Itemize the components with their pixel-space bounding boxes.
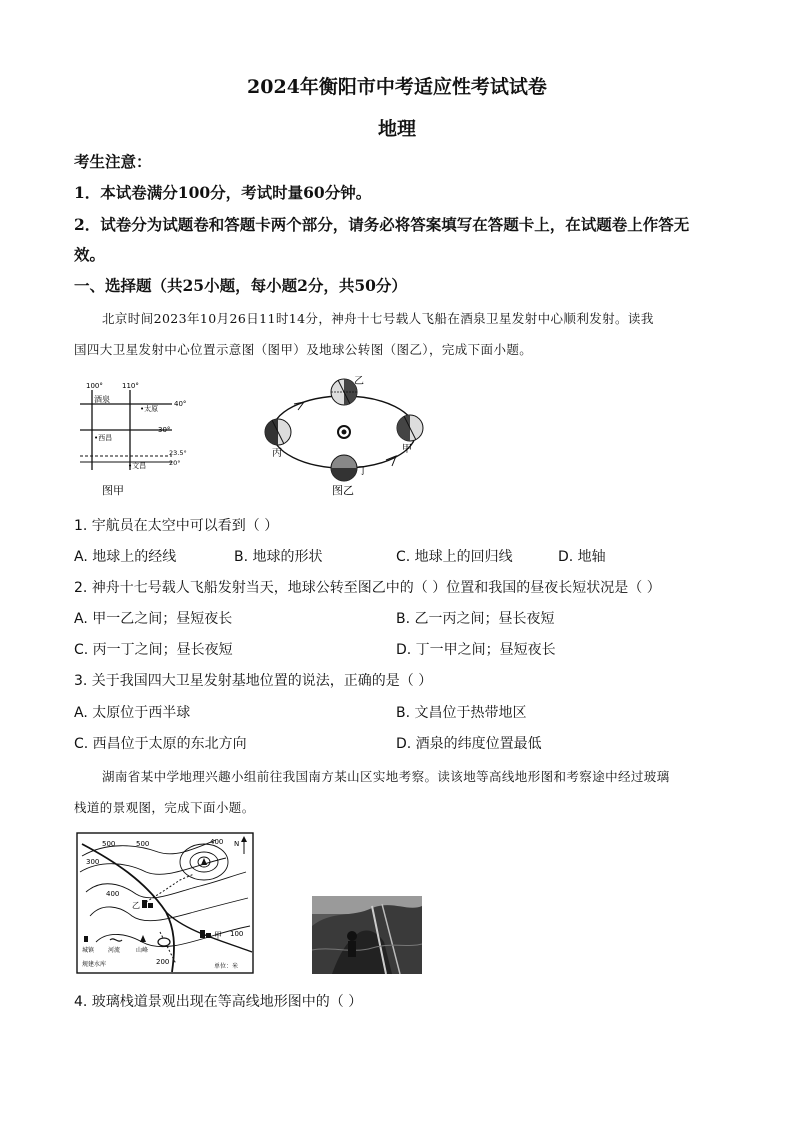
- earth-ding: [331, 455, 357, 481]
- unit-label: 单位：米: [214, 963, 239, 970]
- lat-23-label: 23.5°: [169, 449, 187, 457]
- notice-item-2-line-2: 效。: [74, 245, 106, 264]
- contour-map: [76, 832, 254, 974]
- xichang-label: •西昌: [94, 434, 113, 442]
- figure-yi-caption: 图乙: [332, 484, 354, 497]
- legend-river: 河流: [108, 947, 121, 954]
- question-3-option-b[interactable]: B. 文昌位于热带地区: [396, 705, 527, 721]
- map-label-yi: 乙: [132, 901, 140, 910]
- label-yi: 乙: [354, 376, 364, 387]
- jiuquan-label: 酒泉: [94, 395, 110, 404]
- contour-500-b: 500: [136, 840, 150, 848]
- earth-bing: [265, 419, 291, 445]
- question-2-option-a[interactable]: A. 甲一乙之间；昼短夜长: [74, 611, 233, 627]
- passage-1-line-2: 国四大卫星发射中心位置示意图（图甲）及地球公转图（图乙），完成下面小题。: [74, 342, 533, 357]
- question-1-option-d[interactable]: D. 地轴: [558, 549, 606, 565]
- label-bing: 丙: [272, 448, 282, 459]
- wenchang-label: •文昌: [128, 462, 147, 470]
- subject-title: 地理: [377, 118, 416, 140]
- earth-jia: [397, 415, 423, 441]
- lat-20-label: 20°: [169, 459, 181, 467]
- question-2-option-b[interactable]: B. 乙一丙之间；昼长夜短: [396, 611, 555, 627]
- label-jia: 甲: [402, 444, 412, 455]
- question-2-option-d[interactable]: D. 丁一甲之间；昼短夜长: [396, 642, 556, 658]
- lat-40-label: 40°: [174, 400, 187, 408]
- contour-200: 200: [156, 958, 170, 966]
- taiyuan-label: •太原: [140, 405, 159, 413]
- question-1-stem: 1. 宇航员在太空中可以看到（ ）: [74, 518, 279, 534]
- contour-500-a: 500: [102, 840, 116, 848]
- question-1-option-b[interactable]: B. 地球的形状: [234, 549, 323, 565]
- contour-400-a: 400: [210, 838, 224, 846]
- question-2-option-c[interactable]: C. 丙一丁之间；昼长夜短: [74, 642, 233, 658]
- notice-item-2-line-1: 2．试卷分为试题卷和答题卡两个部分，请务必将答案填写在答题卡上，在试题卷上作答无: [74, 215, 690, 234]
- question-1-option-a[interactable]: A. 地球上的经线: [74, 549, 177, 565]
- legend-town: 城镇: [82, 947, 95, 954]
- contour-300: 300: [86, 858, 100, 866]
- notice-heading: 考生注意：: [74, 152, 152, 171]
- lon-110-label: 110°: [122, 382, 139, 390]
- lon-100-label: 100°: [86, 382, 103, 390]
- legend-reservoir: 规建水库: [82, 961, 107, 968]
- question-3-stem: 3. 关于我国四大卫星发射基地位置的说法，正确的是（ ）: [74, 673, 433, 689]
- contour-100: 100: [230, 930, 244, 938]
- glass-walkway-photo: [312, 896, 422, 974]
- question-3-option-c[interactable]: C. 西昌位于太原的东北方向: [74, 736, 247, 752]
- figure-jia: [72, 378, 188, 500]
- page-title: 2024年衡阳市中考适应性考试试卷: [247, 76, 547, 98]
- contour-400-b: 400: [106, 890, 120, 898]
- question-4-stem: 4. 玻璃栈道景观出现在等高线地形图中的（ ）: [74, 994, 363, 1010]
- question-3-option-a[interactable]: A. 太原位于西半球: [74, 705, 191, 721]
- passage-2-line-2: 栈道的景观图，完成下面小题。: [74, 800, 255, 815]
- passage-1-line-1: 北京时间2023年10月26日11时14分，神舟十七号载人飞船在酒泉卫星发射中心顺利发射。读我: [102, 311, 654, 326]
- lat-30-label: 30°: [158, 426, 171, 434]
- north-label: N: [234, 840, 240, 848]
- question-1-option-c[interactable]: C. 地球上的回归线: [396, 549, 513, 565]
- passage-2-line-1: 湖南省某中学地理兴趣小组前往我国南方某山区实地考察。读该地等高线地形图和考察途中经过玻璃: [102, 769, 670, 784]
- question-2-stem: 2. 神舟十七号载人飞船发射当天，地球公转至图乙中的（ ）位置和我国的昼夜长短状况是（ ）: [74, 580, 661, 596]
- legend-peak: 山峰: [136, 947, 149, 954]
- label-ding: 丁: [358, 466, 368, 477]
- section-heading: 一、选择题（共25小题，每小题2分，共50分）: [74, 276, 407, 295]
- figure-jia-caption: 图甲: [102, 484, 124, 497]
- figure-yi: [258, 374, 430, 500]
- map-label-jia: 甲: [214, 931, 222, 940]
- notice-item-1: 1．本试卷满分100分，考试时量60分钟。: [74, 183, 372, 202]
- question-3-option-d[interactable]: D. 酒泉的纬度位置最低: [396, 736, 542, 752]
